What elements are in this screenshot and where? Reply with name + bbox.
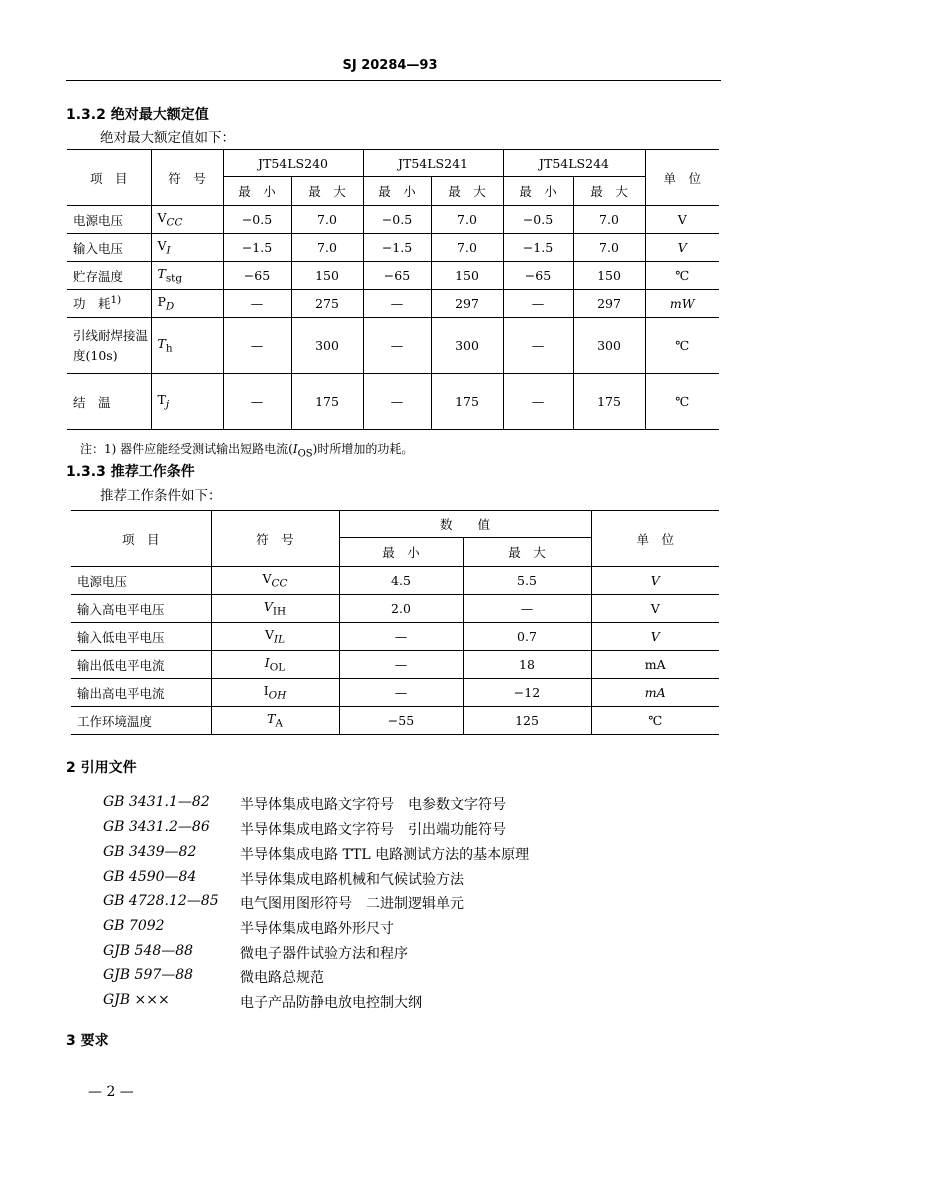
reference-code: GJB ××× [103, 992, 170, 1008]
reference-title: 微电路总规范 [240, 970, 324, 986]
value-cell: 7.0 [431, 234, 503, 262]
row-item: 电源电压 [71, 567, 211, 595]
table1-footnote: 注：1) 器件应能经受测试输出短路电流$(I_{OS})$时所增加的功耗。 [80, 442, 414, 460]
table-row [67, 290, 719, 318]
header-min: 最 小 [503, 177, 573, 206]
header-min: 最 小 [363, 177, 431, 206]
reference-code: GJB 548—88 [103, 943, 194, 959]
table-row [67, 318, 719, 374]
table-row [71, 651, 719, 679]
value-cell: 297 [431, 290, 503, 318]
value-cell: 7.0 [291, 234, 363, 262]
max-cell: 0.7 [463, 623, 591, 651]
value-cell: — [503, 374, 573, 430]
row-item: 输入电压 [67, 234, 151, 262]
row-symbol: $T_h$ [151, 318, 223, 374]
header-max: 最 大 [573, 177, 645, 206]
value-cell: −1.5 [363, 234, 431, 262]
row-symbol: $V_I$ [151, 234, 223, 262]
min-cell: 4.5 [339, 567, 463, 595]
reference-code: GB 4728.12—85 [103, 893, 219, 909]
value-cell: −65 [503, 262, 573, 290]
row-item: 输出低电平电流 [71, 651, 211, 679]
value-cell: 300 [291, 318, 363, 374]
header-item: 项 目 [71, 511, 211, 567]
value-cell: — [363, 318, 431, 374]
row-symbol: $T_A$ [211, 707, 339, 735]
reference-code: GJB 597—88 [103, 967, 194, 983]
unit-cell: ℃ [591, 707, 719, 735]
unit-cell: ℃ [645, 318, 719, 374]
unit-cell: ℃ [645, 262, 719, 290]
unit-cell: mA [591, 679, 719, 707]
header-max: 最 大 [291, 177, 363, 206]
unit-cell: V [645, 234, 719, 262]
value-cell: 175 [291, 374, 363, 430]
unit-cell: mW [645, 290, 719, 318]
header-unit: 单 位 [645, 150, 719, 206]
value-cell: 300 [431, 318, 503, 374]
max-cell: 18 [463, 651, 591, 679]
header-symbol: 符 号 [211, 511, 339, 567]
row-item: 输入低电平电压 [71, 623, 211, 651]
reference-title: 半导体集成电路机械和气候试验方法 [240, 872, 464, 888]
value-cell: — [503, 318, 573, 374]
reference-title: 电气图用图形符号 二进制逻辑单元 [240, 896, 464, 912]
value-cell: 150 [291, 262, 363, 290]
max-cell: 125 [463, 707, 591, 735]
absolute-max-ratings-table [67, 149, 719, 430]
reference-title: 半导体集成电路外形尺寸 [240, 921, 394, 937]
table-row [67, 206, 719, 234]
value-cell: −65 [363, 262, 431, 290]
value-cell: — [503, 290, 573, 318]
unit-cell: V [645, 206, 719, 234]
unit-cell: V [591, 595, 719, 623]
header-device-2: JT54LS241 [363, 150, 503, 177]
min-cell: — [339, 623, 463, 651]
table-row [71, 567, 719, 595]
section-1-3-2-intro: 绝对最大额定值如下： [100, 130, 235, 146]
header-rule [66, 80, 721, 81]
row-symbol: $I_{OL}$ [211, 651, 339, 679]
table-row [67, 234, 719, 262]
min-cell: 2.0 [339, 595, 463, 623]
row-item: 工作环境温度 [71, 707, 211, 735]
value-cell: — [363, 374, 431, 430]
value-cell: — [223, 374, 291, 430]
reference-code: GB 3431.2—86 [103, 819, 210, 835]
row-symbol: $V_{IH}$ [211, 595, 339, 623]
reference-title: 微电子器件试验方法和程序 [240, 946, 408, 962]
max-cell: 5.5 [463, 567, 591, 595]
value-cell: 7.0 [431, 206, 503, 234]
min-cell: — [339, 679, 463, 707]
value-cell: 150 [431, 262, 503, 290]
header-device-1: JT54LS240 [223, 150, 363, 177]
value-cell: — [223, 290, 291, 318]
value-cell: 297 [573, 290, 645, 318]
row-item: 贮存温度 [67, 262, 151, 290]
row-symbol: $V_{CC}$ [151, 206, 223, 234]
row-symbol: $V_{CC}$ [211, 567, 339, 595]
unit-cell: ℃ [645, 374, 719, 430]
value-cell: — [363, 290, 431, 318]
header-symbol: 符 号 [151, 150, 223, 206]
max-cell: — [463, 595, 591, 623]
row-symbol: $V_{IL}$ [211, 623, 339, 651]
recommended-conditions-table [71, 510, 719, 735]
value-cell: −0.5 [223, 206, 291, 234]
section-3-heading: 3 要求 [66, 1033, 109, 1049]
row-item: 功 耗$^{1)}$ [67, 290, 151, 318]
unit-cell: V [591, 567, 719, 595]
table-row [71, 623, 719, 651]
page-number: — 2 — [88, 1084, 134, 1100]
section-1-3-3-intro: 推荐工作条件如下： [100, 488, 222, 504]
value-cell: 300 [573, 318, 645, 374]
value-cell: — [223, 318, 291, 374]
section-1-3-2-heading: 1.3.2 绝对最大额定值 [66, 107, 209, 123]
header-max: 最 大 [431, 177, 503, 206]
value-cell: 175 [431, 374, 503, 430]
reference-title: 半导体集成电路文字符号 引出端功能符号 [240, 822, 506, 838]
value-cell: 7.0 [573, 206, 645, 234]
row-symbol: $T_j$ [151, 374, 223, 430]
header-unit: 单 位 [591, 511, 719, 567]
row-symbol: $T_{stg}$ [151, 262, 223, 290]
section-2-heading: 2 引用文件 [66, 760, 137, 776]
row-symbol: $I_{OH}$ [211, 679, 339, 707]
min-cell: −55 [339, 707, 463, 735]
unit-cell: V [591, 623, 719, 651]
table-row [71, 595, 719, 623]
value-cell: 175 [573, 374, 645, 430]
table-row [67, 262, 719, 290]
row-symbol: $P_D$ [151, 290, 223, 318]
value-cell: −0.5 [363, 206, 431, 234]
value-cell: 7.0 [291, 206, 363, 234]
reference-code: GB 3431.1—82 [103, 794, 210, 810]
min-cell: — [339, 651, 463, 679]
table-row [71, 679, 719, 707]
value-cell: 275 [291, 290, 363, 318]
row-item: 输入高电平电压 [71, 595, 211, 623]
section-1-3-3-heading: 1.3.3 推荐工作条件 [66, 464, 195, 480]
max-cell: −12 [463, 679, 591, 707]
document-code-header: SJ 20284—93 [342, 58, 438, 73]
reference-title: 半导体集成电路 TTL 电路测试方法的基本原理 [240, 847, 530, 863]
value-cell: −1.5 [503, 234, 573, 262]
header-item: 项 目 [67, 150, 151, 206]
reference-code: GB 4590—84 [103, 869, 197, 885]
value-cell: 150 [573, 262, 645, 290]
value-cell: −65 [223, 262, 291, 290]
reference-code: GB 3439—82 [103, 844, 197, 860]
header-value: 数 值 [339, 511, 591, 538]
reference-title: 半导体集成电路文字符号 电参数文字符号 [240, 797, 506, 813]
value-cell: 7.0 [573, 234, 645, 262]
header-device-3: JT54LS244 [503, 150, 645, 177]
row-item: 电源电压 [67, 206, 151, 234]
reference-code: GB 7092 [103, 918, 165, 934]
row-item: 输出高电平电流 [71, 679, 211, 707]
header-min: 最 小 [223, 177, 291, 206]
row-item: 引线耐焊接温度(10s) [67, 318, 151, 374]
header-max: 最 大 [463, 538, 591, 567]
table-row [67, 374, 719, 430]
value-cell: −0.5 [503, 206, 573, 234]
table-row [71, 707, 719, 735]
value-cell: −1.5 [223, 234, 291, 262]
unit-cell: mA [591, 651, 719, 679]
header-min: 最 小 [339, 538, 463, 567]
reference-title: 电子产品防静电放电控制大纲 [240, 995, 422, 1011]
row-item: 结 温 [67, 374, 151, 430]
